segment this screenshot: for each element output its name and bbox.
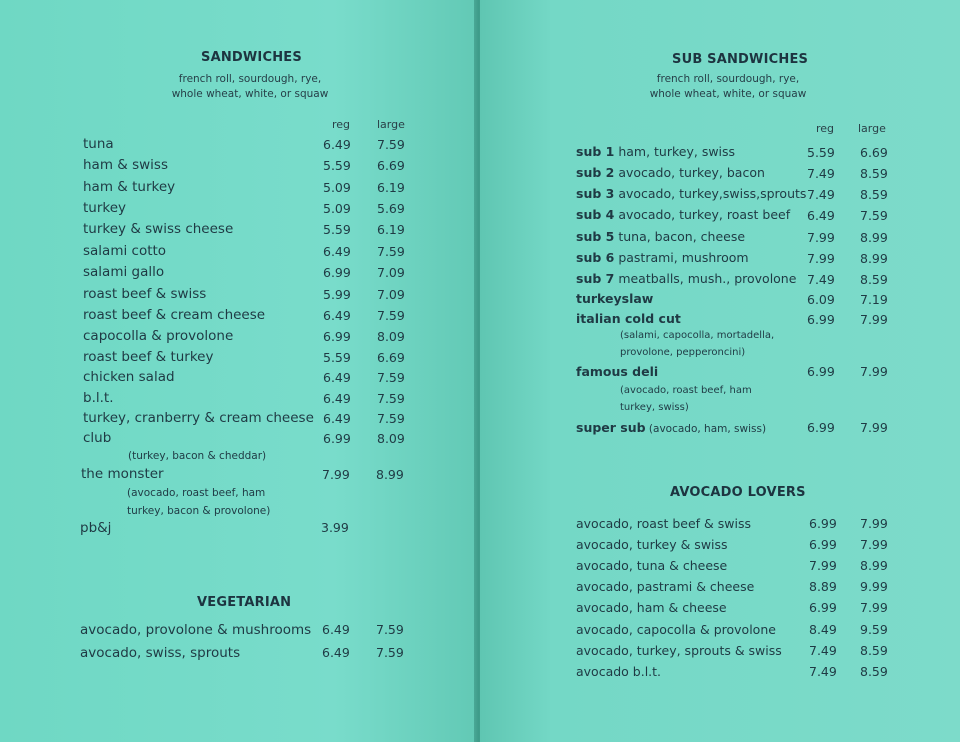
subs-heading: SUB SANDWICHES xyxy=(672,52,809,67)
sandwiches-heading: SANDWICHES xyxy=(201,50,302,65)
sandwich-item-reg-price: 5.59 xyxy=(323,350,351,365)
sub-item-reg-price: 7.99 xyxy=(807,230,835,245)
sub-item-name: italian cold cut xyxy=(576,311,681,326)
avocado-item-reg-price: 7.99 xyxy=(809,558,837,573)
sandwich-item-name: turkey, cranberry & cream cheese xyxy=(83,410,314,426)
sub-item-reg-price: 5.59 xyxy=(807,145,835,160)
sandwich-item-reg-price: 5.09 xyxy=(323,201,351,216)
sandwich-item-name: ham & swiss xyxy=(83,157,168,173)
avocado-item-name: avocado, roast beef & swiss xyxy=(576,516,751,531)
sub-item-large-price: 8.59 xyxy=(860,187,888,202)
sub-item-large-price: 8.99 xyxy=(860,230,888,245)
italian-note-line1: (salami, capocolla, mortadella, xyxy=(620,330,775,341)
subs-bread-line2: whole wheat, white, or squaw xyxy=(649,88,807,100)
sandwich-item-large-price: 7.59 xyxy=(377,391,405,406)
sub-item-reg-price: 7.49 xyxy=(807,166,835,181)
avocado-item-reg-price: 6.99 xyxy=(809,537,837,552)
avocado-item-large-price: 9.99 xyxy=(860,579,888,594)
sandwich-item-large-price: 5.69 xyxy=(377,201,405,216)
sandwich-item-large-price: 7.09 xyxy=(377,287,405,302)
avocado-item-name: avocado, pastrami & cheese xyxy=(576,579,755,594)
avocado-item-reg-price: 7.49 xyxy=(809,664,837,679)
famous-deli-reg-price: 6.99 xyxy=(807,364,835,379)
italian-note-line2: provolone, pepperoncini) xyxy=(620,347,746,358)
sandwich-item-name: roast beef & swiss xyxy=(83,286,207,302)
super-sub-reg-price: 6.99 xyxy=(807,420,835,435)
sandwich-item-reg-price: 6.49 xyxy=(323,370,351,385)
super-sub-large-price: 7.99 xyxy=(860,420,888,435)
sandwich-item-name: salami cotto xyxy=(83,243,167,259)
sandwich-item-name: tuna xyxy=(83,136,114,152)
monster-name: the monster xyxy=(81,466,164,482)
sandwich-item-reg-price: 5.09 xyxy=(323,180,351,195)
sandwich-item-reg-price: 6.49 xyxy=(323,411,351,426)
sub-item-reg-price: 6.09 xyxy=(807,292,835,307)
sandwich-item-large-price: 7.09 xyxy=(377,265,405,280)
sub-item-name: sub 4 avocado, turkey, roast beef xyxy=(576,207,791,222)
vegetarian-item-reg-price: 6.49 xyxy=(322,622,350,637)
avocado-item-reg-price: 8.89 xyxy=(809,579,837,594)
avocado-item-name: avocado b.l.t. xyxy=(576,664,662,679)
sub-item-large-price: 8.59 xyxy=(860,166,888,181)
vegetarian-item-name: avocado, provolone & mushrooms xyxy=(80,622,312,638)
avocado-heading: AVOCADO LOVERS xyxy=(670,485,806,500)
famous-deli-note-line1: (avocado, roast beef, ham xyxy=(620,385,752,396)
avocado-item-reg-price: 6.99 xyxy=(809,600,837,615)
famous-deli-large-price: 7.99 xyxy=(860,364,888,379)
sandwich-item-name: roast beef & cream cheese xyxy=(83,307,266,323)
sandwich-item-reg-price: 5.99 xyxy=(323,287,351,302)
famous-deli-name: famous deli xyxy=(576,364,659,379)
sub-item-reg-price: 7.49 xyxy=(807,272,835,287)
sandwich-item-reg-price: 6.99 xyxy=(323,329,351,344)
sandwich-item-large-price: 7.59 xyxy=(377,411,405,426)
sandwich-item-name: roast beef & turkey xyxy=(83,349,214,365)
sub-item-name: sub 3 avocado, turkey,swiss,sprouts xyxy=(576,186,807,201)
pbj-reg-price: 3.99 xyxy=(321,520,349,535)
sandwiches-col-large: large xyxy=(377,118,405,131)
sandwich-item-large-price: 7.59 xyxy=(377,137,405,152)
avocado-item-reg-price: 6.99 xyxy=(809,516,837,531)
sandwich-item-reg-price: 6.49 xyxy=(323,308,351,323)
left-page xyxy=(0,0,478,742)
pbj-name: pb&j xyxy=(80,520,112,536)
sandwich-item-large-price: 6.19 xyxy=(377,180,405,195)
avocado-item-name: avocado, capocolla & provolone xyxy=(576,622,776,637)
sandwich-item-name: turkey & swiss cheese xyxy=(83,221,234,237)
sub-item-reg-price: 7.49 xyxy=(807,187,835,202)
avocado-item-reg-price: 7.49 xyxy=(809,643,837,658)
avocado-item-name: avocado, ham & cheese xyxy=(576,600,727,615)
vegetarian-heading: VEGETARIAN xyxy=(197,595,292,610)
subs-bread-line1: french roll, sourdough, rye, xyxy=(656,73,800,85)
sandwich-item-large-price: 7.59 xyxy=(377,308,405,323)
monster-large-price: 8.99 xyxy=(376,467,404,482)
sub-item-large-price: 8.59 xyxy=(860,272,888,287)
avocado-item-name: avocado, turkey & swiss xyxy=(576,537,728,552)
sandwich-item-name: turkey xyxy=(83,200,127,216)
vegetarian-item-reg-price: 6.49 xyxy=(322,645,350,660)
sandwich-item-large-price: 8.09 xyxy=(377,431,405,446)
sub-item-name: sub 6 pastrami, mushroom xyxy=(576,250,749,265)
sandwich-item-large-price: 6.69 xyxy=(377,158,405,173)
sub-item-large-price: 7.99 xyxy=(860,312,888,327)
sandwich-item-name: club xyxy=(83,430,112,446)
sandwich-item-large-price: 6.69 xyxy=(377,350,405,365)
sandwich-item-name: chicken salad xyxy=(83,369,175,385)
sandwiches-col-reg: reg xyxy=(332,118,351,131)
sandwich-item-reg-price: 6.49 xyxy=(323,137,351,152)
super-sub-name: super sub (avocado, ham, swiss) xyxy=(576,420,767,435)
avocado-item-large-price: 8.59 xyxy=(860,664,888,679)
club-note: (turkey, bacon & cheddar) xyxy=(128,450,267,462)
sandwich-item-large-price: 6.19 xyxy=(377,222,405,237)
sub-item-name: sub 1 ham, turkey, swiss xyxy=(576,144,736,159)
avocado-item-large-price: 7.99 xyxy=(860,537,888,552)
sub-item-reg-price: 6.49 xyxy=(807,208,835,223)
subs-col-reg: reg xyxy=(816,122,835,135)
sandwich-item-name: ham & turkey xyxy=(83,179,176,195)
sub-item-reg-price: 6.99 xyxy=(807,312,835,327)
avocado-item-name: avocado, turkey, sprouts & swiss xyxy=(576,643,782,658)
sandwich-item-large-price: 7.59 xyxy=(377,370,405,385)
sandwich-item-reg-price: 6.49 xyxy=(323,391,351,406)
right-page xyxy=(480,0,960,742)
sub-item-large-price: 6.69 xyxy=(860,145,888,160)
subs-col-large: large xyxy=(858,122,886,135)
famous-deli-note-line2: turkey, swiss) xyxy=(620,402,689,413)
vegetarian-item-large-price: 7.59 xyxy=(376,622,404,637)
sandwich-item-reg-price: 6.49 xyxy=(323,244,351,259)
sub-item-large-price: 8.99 xyxy=(860,251,888,266)
monster-reg-price: 7.99 xyxy=(322,467,350,482)
avocado-item-large-price: 7.99 xyxy=(860,600,888,615)
avocado-item-large-price: 7.99 xyxy=(860,516,888,531)
monster-note-line2: turkey, bacon & provolone) xyxy=(127,505,271,517)
sandwich-item-reg-price: 6.99 xyxy=(323,431,351,446)
sandwich-item-large-price: 7.59 xyxy=(377,244,405,259)
avocado-item-large-price: 8.59 xyxy=(860,643,888,658)
avocado-item-reg-price: 8.49 xyxy=(809,622,837,637)
monster-note-line1: (avocado, roast beef, ham xyxy=(127,487,266,499)
avocado-item-name: avocado, tuna & cheese xyxy=(576,558,728,573)
sub-item-reg-price: 7.99 xyxy=(807,251,835,266)
avocado-item-large-price: 8.99 xyxy=(860,558,888,573)
vegetarian-item-name: avocado, swiss, sprouts xyxy=(80,645,241,661)
sandwich-item-name: b.l.t. xyxy=(83,390,114,406)
sandwich-item-reg-price: 6.99 xyxy=(323,265,351,280)
sandwich-item-reg-price: 5.59 xyxy=(323,158,351,173)
vegetarian-item-large-price: 7.59 xyxy=(376,645,404,660)
sandwich-item-reg-price: 5.59 xyxy=(323,222,351,237)
avocado-item-large-price: 9.59 xyxy=(860,622,888,637)
sandwiches-bread-line2: whole wheat, white, or squaw xyxy=(171,88,329,100)
sandwich-item-name: salami gallo xyxy=(83,264,165,280)
sub-item-name: turkeyslaw xyxy=(576,291,654,306)
sub-item-name: sub 7 meatballs, mush., provolone xyxy=(576,271,797,286)
sandwich-item-name: capocolla & provolone xyxy=(83,328,234,344)
sub-item-large-price: 7.59 xyxy=(860,208,888,223)
sandwich-item-large-price: 8.09 xyxy=(377,329,405,344)
sub-item-large-price: 7.19 xyxy=(860,292,888,307)
sub-item-name: sub 2 avocado, turkey, bacon xyxy=(576,165,765,180)
sandwiches-bread-line1: french roll, sourdough, rye, xyxy=(178,73,322,85)
sub-item-name: sub 5 tuna, bacon, cheese xyxy=(576,229,746,244)
